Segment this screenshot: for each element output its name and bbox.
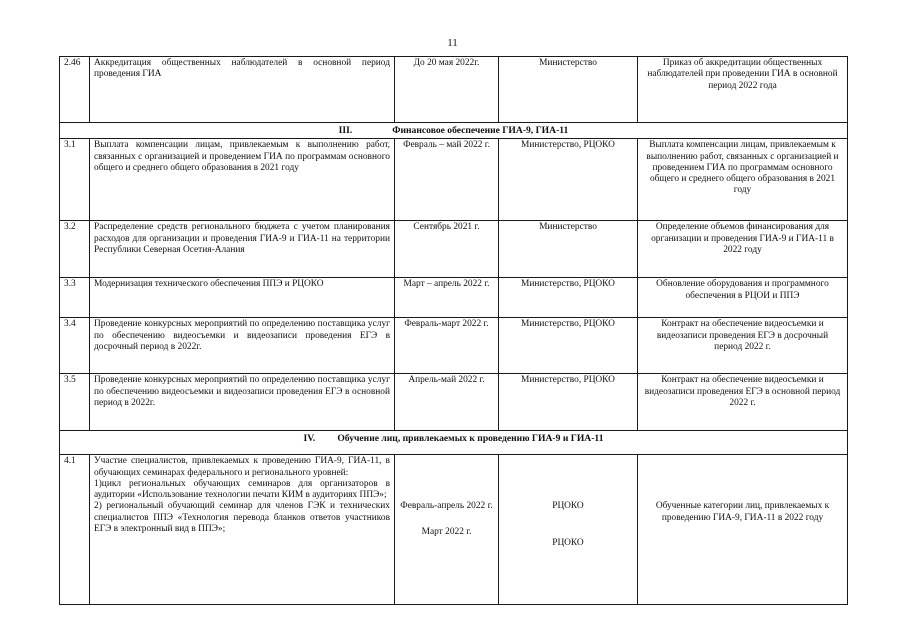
row-number: 4.1 <box>60 455 90 605</box>
task-cell: Проведение конкурсных мероприятий по определению поставщика услуг по обеспечению видеосъемки и видеозаписи проведения ЕГЭ в досрочный период в 2022г. <box>90 318 395 374</box>
task-cell: Распределение средств регионального бюджета с учетом планирования расходов для организации и проведения ГИА-9 и ГИА-11 на территории Республики Северная Осетия-Алания <box>90 221 395 278</box>
deadline-cell: Февраль – май 2022 г. <box>395 139 499 221</box>
deadline-cell: Март – апрель 2022 г. <box>395 278 499 318</box>
table-row <box>60 374 848 431</box>
responsible-cell: Министерство <box>499 221 638 278</box>
result-cell: Определение объемов финансирования для организации и проведения ГИА-9 и ГИА-11 в 2022 году <box>638 221 848 278</box>
table-row <box>60 278 848 318</box>
task-item: 1)цикл региональных обучающих семинаров для организаторов в аудитории «Использование технологии печати КИМ в аудиториях ППЭ»; <box>94 478 390 501</box>
result-cell: Обновление оборудования и программного обеспечения в РЦОИ и ППЭ <box>638 278 848 318</box>
responsible-item: РЦОКО <box>552 501 584 512</box>
row-number: 3.3 <box>60 278 90 318</box>
responsible-cell <box>499 455 638 605</box>
deadline-cell: Апрель-май 2022 г. <box>395 374 499 431</box>
section-header <box>60 123 848 139</box>
section-header <box>60 431 848 455</box>
deadline-cell: До 20 мая 2022г. <box>395 57 499 123</box>
task-cell <box>90 455 395 605</box>
section-title: Финансовое обеспечение ГИА-9, ГИА-11 <box>392 125 569 136</box>
deadline-cell: Сентябрь 2021 г. <box>395 221 499 278</box>
table-row <box>60 318 848 374</box>
result-cell: Контракт на обеспечение видеосъемки и видеозаписи проведения ЕГЭ в основной период 2022 г. <box>638 374 848 431</box>
plan-table <box>59 56 848 605</box>
page-number: 11 <box>447 37 458 49</box>
table-row <box>60 57 848 123</box>
deadline-item: Февраль-апрель 2022 г. <box>400 501 493 512</box>
result-text: Обученные категории лиц, привлекаемых к проведению ГИА-9, ГИА-11 в 2022 году <box>655 501 830 523</box>
result-cell: Контракт на обеспечение видеосъемки и видеозаписи проведения ЕГЭ в досрочный период 2022 г. <box>638 318 848 374</box>
task-cell: Выплата компенсации лицам, привлекаемым к выполнению работ, связанных с организацией и проведением ГИА по программам основного общего и среднего общего образования в 2021 году <box>90 139 395 221</box>
row-number: 3.1 <box>60 139 90 221</box>
responsible-cell: Министерство, РЦОКО <box>499 318 638 374</box>
result-cell: Выплата компенсации лицам, привлекаемым к выполнению работ, связанных с организацией и проведением ГИА по программам основного общего и среднего общего образования в 2021 году <box>638 139 848 221</box>
responsible-cell: Министерство, РЦОКО <box>499 374 638 431</box>
responsible-cell: Министерство, РЦОКО <box>499 278 638 318</box>
deadline-cell <box>395 455 499 605</box>
task-intro: Участие специалистов, привлекаемых к проведению ГИА-9, ГИА-11, в обучающих семинарах федерального и регионального уровней: <box>94 456 390 478</box>
task-item: 2) региональный обучающий семинар для членов ГЭК и технических специалистов ППЭ «Технология перевода бланков ответов участников ЕГЭ в электронный вид в ППЭ»; <box>94 501 390 535</box>
result-cell: Приказ об аккредитации общественных наблюдателей при проведении ГИА в основной период 2022 года <box>638 57 848 123</box>
task-cell: Проведение конкурсных мероприятий по определению поставщика услуг по обеспечению видеосъемки и видеозаписи проведения ЕГЭ в основной период в 2022г. <box>90 374 395 431</box>
row-number: 3.5 <box>60 374 90 431</box>
table-row <box>60 139 848 221</box>
task-cell: Аккредитация общественных наблюдателей в основной период проведения ГИА <box>90 57 395 123</box>
section-number: III. <box>338 125 353 136</box>
section-number: IV. <box>303 433 316 445</box>
section-title: Обучение лиц, привлекаемых к проведению ГИА-9 и ГИА-11 <box>337 433 604 445</box>
responsible-cell: Министерство, РЦОКО <box>499 139 638 221</box>
table-row <box>60 221 848 278</box>
deadline-cell: Февраль-март 2022 г. <box>395 318 499 374</box>
responsible-cell: Министерство <box>499 57 638 123</box>
result-cell <box>638 455 848 605</box>
task-cell: Модернизация технического обеспечения ППЭ и РЦОКО <box>90 278 395 318</box>
responsible-item: РЦОКО <box>552 537 584 548</box>
deadline-item: Март 2022 г. <box>421 526 472 537</box>
row-number: 2.46 <box>60 57 90 123</box>
table-row <box>60 455 848 605</box>
row-number: 3.2 <box>60 221 90 278</box>
row-number: 3.4 <box>60 318 90 374</box>
